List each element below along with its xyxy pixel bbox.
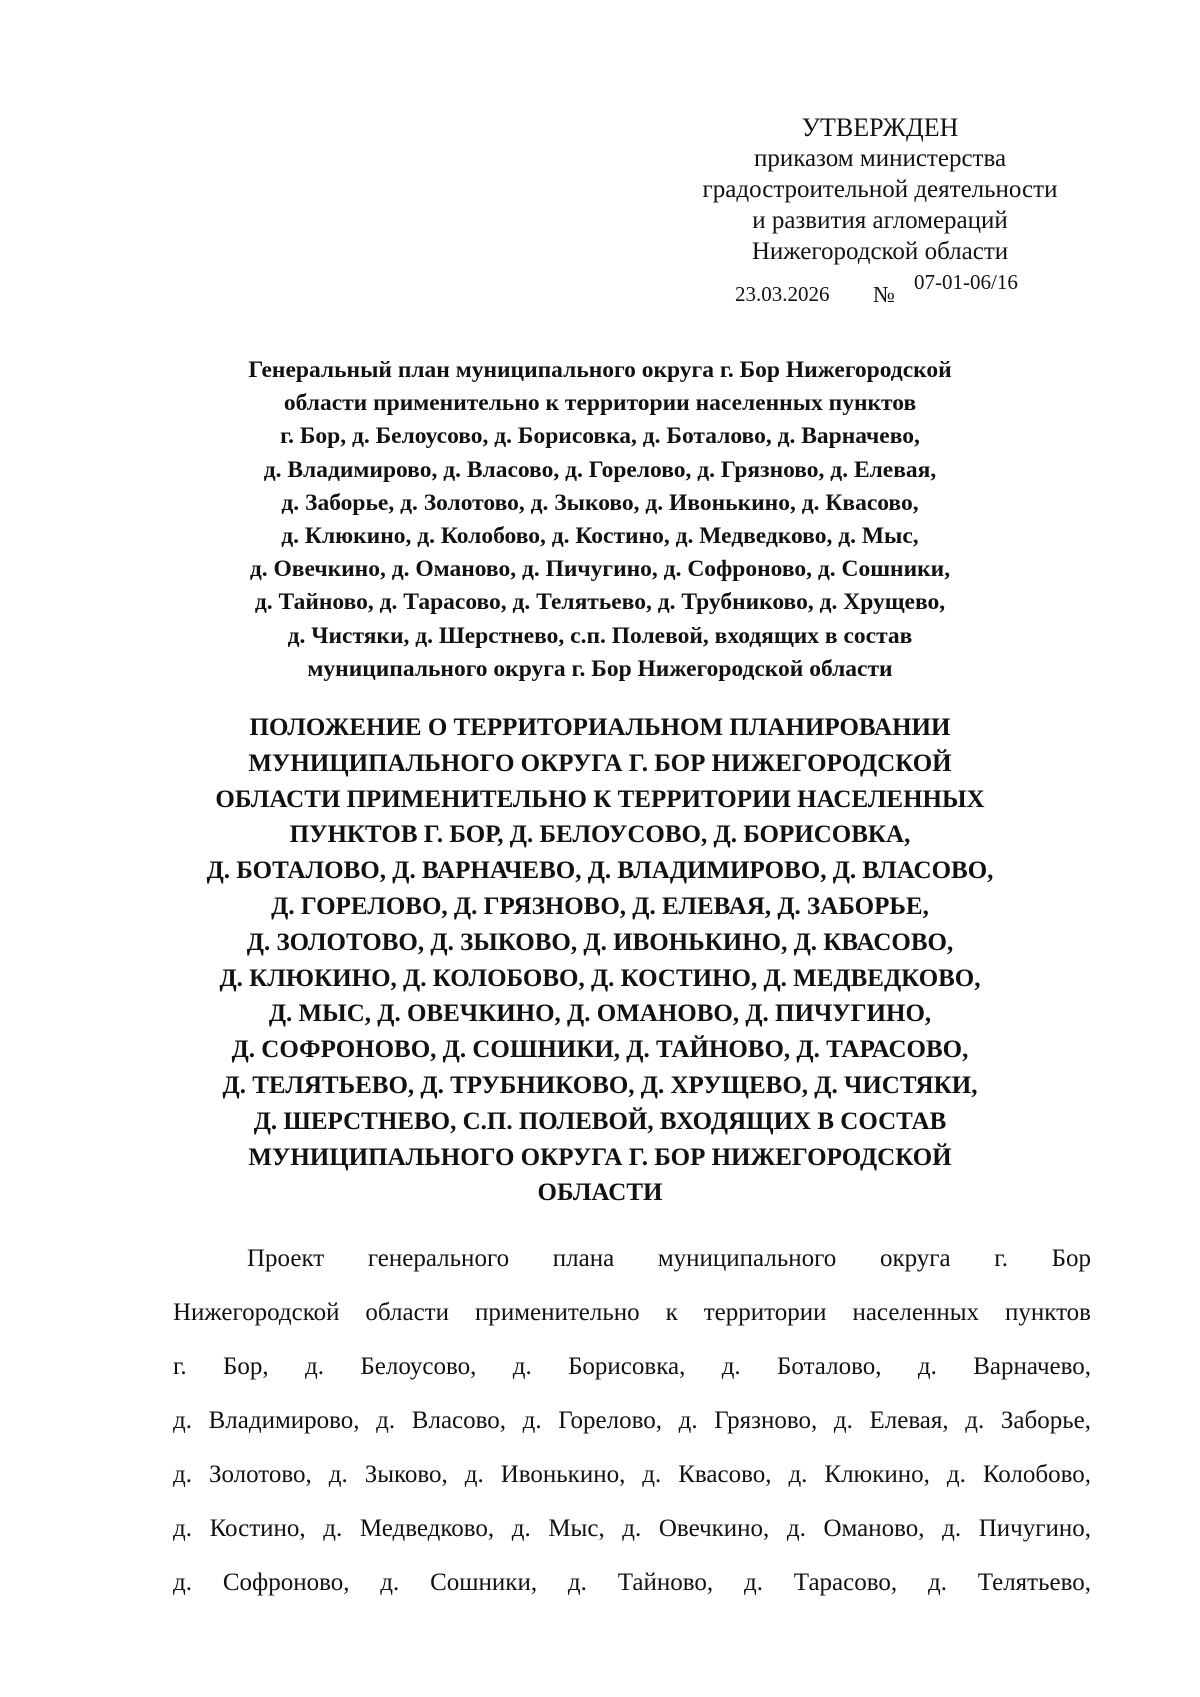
paragraph-line: Проект генерального плана муниципального округа г. Бор [247, 1245, 1091, 1272]
order-date: 23.03.2026 [735, 282, 830, 306]
title-line: муниципального округа г. Бор Нижегородской области [307, 655, 893, 682]
approval-line: приказом министерства [753, 145, 1007, 172]
approval-line: и развития агломераций [752, 207, 1008, 234]
title-line: области применительно к территории населенных пунктов [283, 390, 917, 417]
paragraph-line: г. Бор, д. Белоусово, д. Борисовка, д. Боталово, д. Варначево, [173, 1353, 1091, 1380]
approval-title: УТВЕРЖДЕН [801, 113, 959, 142]
heading-line: Д. ШЕРСТНЕВО, С.П. ПОЛЕВОЙ, ВХОДЯЩИХ В СОСТАВ [253, 1107, 947, 1135]
heading-line: Д. КЛЮКИНО, Д. КОЛОБОВО, Д. КОСТИНО, Д. МЕДВЕДКОВО, [219, 964, 981, 992]
paragraph-line: д. Золотово, д. Зыково, д. Ивонькино, д. Квасово, д. Клюкино, д. Колобово, [173, 1461, 1091, 1488]
title-line: Генеральный план муниципального округа г. Бор Нижегородской [248, 357, 952, 383]
heading-line: МУНИЦИПАЛЬНОГО ОКРУГА Г. БОР НИЖЕГОРОДСКОЙ [248, 1143, 952, 1171]
heading-line: Д. БОТАЛОВО, Д. ВАРНАЧЕВО, Д. ВЛАДИМИРОВО, Д. ВЛАСОВО, [206, 857, 994, 885]
heading-line: ОБЛАСТИ ПРИМЕНИТЕЛЬНО К ТЕРРИТОРИИ НАСЕЛЕННЫХ [215, 785, 985, 813]
heading-line: Д. ГОРЕЛОВО, Д. ГРЯЗНОВО, Д. ЕЛЕВАЯ, Д. ЗАБОРЬЕ, [271, 892, 929, 920]
heading-line: ПОЛОЖЕНИЕ О ТЕРРИТОРИАЛЬНОМ ПЛАНИРОВАНИИ [249, 714, 951, 741]
heading-line: ОБЛАСТИ [537, 1179, 663, 1207]
approval-line: Нижегородской области [751, 238, 1009, 265]
title-line: д. Чистяки, д. Шерстнево, с.п. Полевой, входящих в состав [287, 622, 913, 649]
title-line: д. Тайново, д. Тарасово, д. Телятьево, д. Трубниково, д. Хрущево, [254, 589, 946, 616]
heading-line: ПУНКТОВ Г. БОР, Д. БЕЛОУСОВО, Д. БОРИСОВКА, [289, 821, 911, 849]
document-title [170, 354, 1030, 686]
title-line: д. Клюкино, д. Колобово, д. Костино, д. Медведково, д. Мыс, [281, 523, 919, 550]
title-line: д. Владимирово, д. Власово, д. Горелово, д. Грязново, д. Елевая, [263, 456, 937, 483]
heading-line: Д. ТЕЛЯТЬЕВО, Д. ТРУБНИКОВО, Д. ХРУЩЕВО, Д. ЧИСТЯКИ, [222, 1071, 978, 1099]
title-line: г. Бор, д. Белоусово, д. Борисовка, д. Боталово, д. Варначево, [280, 423, 920, 450]
paragraph-line: д. Владимирово, д. Власово, д. Горелово, д. Грязново, д. Елевая, д. Заборье, [173, 1407, 1091, 1434]
heading-line: МУНИЦИПАЛЬНОГО ОКРУГА Г. БОР НИЖЕГОРОДСКОЙ [248, 749, 952, 777]
heading-line: Д. СОФРОНОВО, Д. СОШНИКИ, Д. ТАЙНОВО, Д. ТАРАСОВО, [231, 1036, 969, 1064]
title-line: д. Овечкино, д. Оманово, д. Пичугино, д. Софроново, д. Сошники, [249, 556, 951, 583]
order-details [735, 270, 1095, 310]
paragraph-line: д. Софроново, д. Сошники, д. Тайново, д. Тарасово, д. Телятьево, [173, 1569, 1091, 1596]
paragraph-line: Нижегородской области применительно к территории населенных пунктов [173, 1299, 1091, 1326]
order-number: 07-01-06/16 [914, 270, 1018, 294]
heading-line: Д. ЗОЛОТОВО, Д. ЗЫКОВО, Д. ИВОНЬКИНО, Д. КВАСОВО, [246, 928, 954, 956]
heading-line: Д. МЫС, Д. ОВЕЧКИНО, Д. ОМАНОВО, Д. ПИЧУГИНО, [268, 1000, 932, 1028]
body-paragraph [173, 1232, 1091, 1610]
approval-line: градостроительной деятельности [702, 176, 1058, 203]
paragraph-line: д. Костино, д. Медведково, д. Мыс, д. Овечкино, д. Оманово, д. Пичугино, [173, 1515, 1091, 1542]
approval-stamp [640, 112, 1120, 267]
number-sign: № [873, 282, 895, 307]
section-heading [150, 710, 1050, 1211]
title-line: д. Заборье, д. Золотово, д. Зыково, д. Ивонькино, д. Квасово, [281, 489, 919, 516]
